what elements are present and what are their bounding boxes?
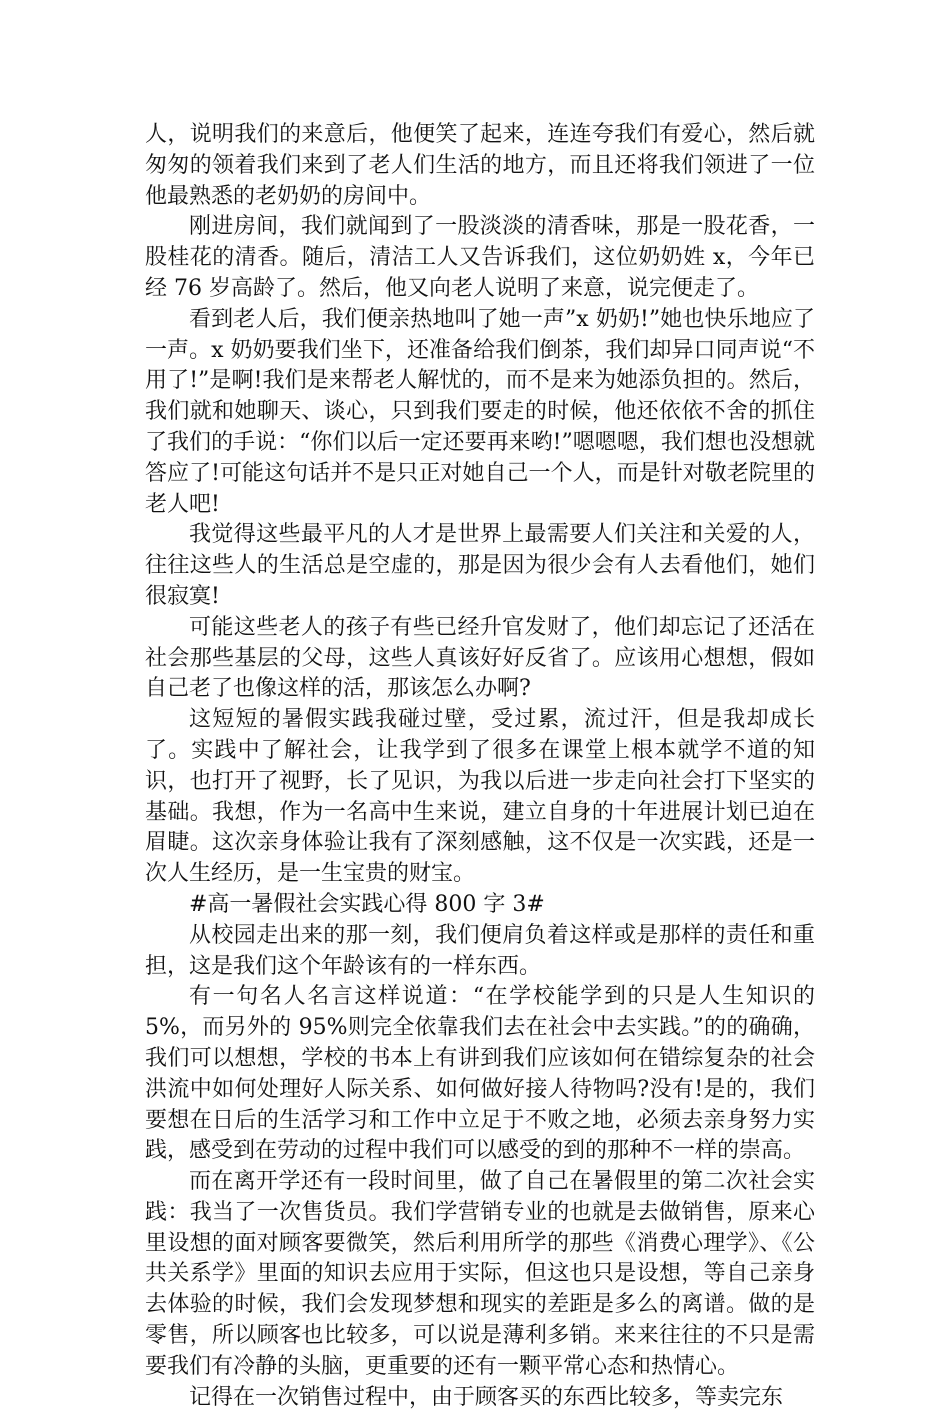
paragraph: 刚进房间，我们就闻到了一股淡淡的清香味，那是一股花香，一股桂花的清香。随后，清洁工人又告诉我们，这位奶奶姓 x，今年已经 76 岁高龄了。然后，他又向老人说明了来意，说完便走了。 — [145, 214, 815, 301]
paragraph: 记得在一次销售过程中，由于顾客买的东西比较多，等卖完东 — [189, 1384, 784, 1410]
section-heading: #高一暑假社会实践心得 800 字 3# — [189, 891, 545, 917]
paragraph: 而在离开学还有一段时间里，做了自己在暑假里的第二次社会实践：我当了一次售货员。我们学营销专业的也就是去做销售，原来心里设想的面对顾客要微笑，然后利用所学的那些《消费心理学》、《公共关系学》里面的知识去应用于实际，但这也只是设想，等自己亲身去体验的时候，我们会发现梦想和现实的差距是多么的离谱。做的是零售，所以顾客也比较多，可以说是薄利多销。来来往往的不只是需要我们有冷静的头脑，更重要的还有一颗平常心态和热情心。 — [145, 1169, 815, 1379]
paragraph: 我觉得这些最平凡的人才是世界上最需要人们关注和关爱的人，往往这些人的生活总是空虚的，那是因为很少会有人去看他们，她们很寂寞! — [145, 522, 815, 609]
paragraph: 可能这些老人的孩子有些已经升官发财了，他们却忘记了还活在社会那些基层的父母，这些人真该好好反省了。应该用心想想，假如自己老了也像这样的活，那该怎么办啊? — [145, 614, 815, 702]
paragraph: 有一句名人名言这样说道：“在学校能学到的只是人生知识的5%，而另外的 95%则完全依靠我们去在社会中去实践。”的的确确，我们可以想想，学校的书本上有讲到我们应该如何在错综复杂的社会洪流中如何处理好人际关系、如何做好接人待物吗?没有!是的，我们要想在日后的生活学习和工作中立足于不败之地，必须去亲身努力实践，感受到在劳动的过程中我们可以感受的到的那种不一样的崇高。 — [145, 984, 815, 1164]
paragraph: 这短短的暑假实践我碰过壁，受过累，流过汗，但是我却成长了。实践中了解社会，让我学到了很多在课堂上根本就学不道的知识，也打开了视野，长了见识，为我以后进一步走向社会打下坚实的基础。我想，作为一名高中生来说，建立自身的十年进展计划已迫在眉睫。这次亲身体验让我有了深刻感触，这不仅是一次实践，还是一次人生经历，是一生宝贵的财宝。 — [145, 707, 815, 887]
paragraph: 人，说明我们的来意后，他便笑了起来，连连夸我们有爱心，然后就匆匆的领着我们来到了老人们生活的地方，而且还将我们领进了一位他最熟悉的老奶奶的房间中。 — [145, 122, 815, 209]
paragraph: 看到老人后，我们便亲热地叫了她一声”x 奶奶!”她也快乐地应了一声。x 奶奶要我们坐下，还准备给我们倒茶，我们却异口同声说“不用了!”是啊!我们是来帮老人解忧的，而不是来为她添负担的。然后，我们就和她聊天、谈心，只到我们要走的时候，他还依依不舍的抓住了我们的手说：“你们以后一定还要再来哟!”嗯嗯嗯，我们想也没想就答应了!可能这句话并不是只正对她自己一个人，而是针对敬老院里的老人吧! — [145, 306, 815, 517]
paragraph: 从校园走出来的那一刻，我们便肩负着这样或是那样的责任和重担，这是我们这个年龄该有的一样东西。 — [145, 922, 815, 979]
body-text — [145, 120, 815, 1413]
